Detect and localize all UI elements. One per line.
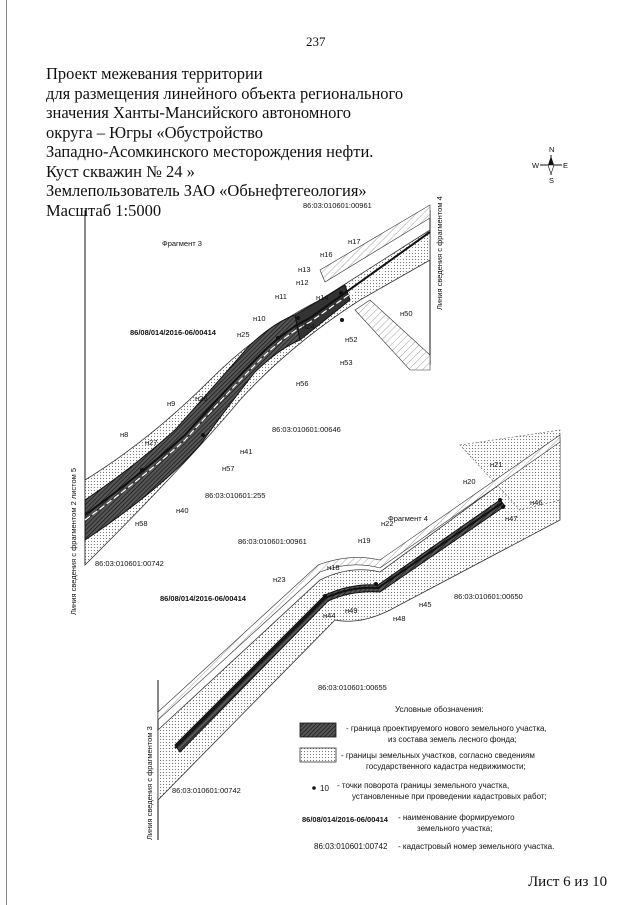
point-label: н48 <box>393 614 406 623</box>
title-line: значения Ханты-Мансийского автономного <box>46 103 352 122</box>
parcel-label: 86:03:010601:00655 <box>318 683 387 692</box>
point-label: н19 <box>358 536 371 545</box>
legend-marker: 10 <box>320 784 329 793</box>
point-label: н58 <box>135 519 148 528</box>
legend-text: земельного участка; <box>417 824 493 833</box>
point-label: н41 <box>240 447 253 456</box>
point-label: н56 <box>296 379 309 388</box>
compass-n: N <box>549 145 555 154</box>
parcel-label: 86:03:010601:00742 <box>172 786 241 795</box>
legend-title: Условные обозначения: <box>395 705 484 714</box>
point-label: н12 <box>296 278 309 287</box>
point-label: н44 <box>323 611 336 620</box>
parcel-label: 86:03:010601:00961 <box>238 537 307 546</box>
point-label: н27 <box>145 438 158 447</box>
legend-marker: 86/08/014/2016-06/00414 <box>302 815 388 824</box>
point-label: н24 <box>302 322 315 331</box>
new-parcel-label: 86/08/014/2016-06/00414 <box>160 594 246 603</box>
existing-parcel-corridor <box>85 230 430 565</box>
parcel-label: 86:03:010601:00646 <box>272 425 341 434</box>
point-label: н52 <box>345 335 358 344</box>
sheet-label: Лист 6 из 10 <box>528 874 608 890</box>
point-label: н49 <box>345 606 358 615</box>
point-label: н17 <box>348 237 361 246</box>
point-label: н14 <box>316 293 329 302</box>
parcel-label: 86:03:010601:255 <box>205 491 266 500</box>
parcel-label: 86:03:010601:00650 <box>454 592 523 601</box>
parcel-label: 86:03:010601:00961 <box>303 201 372 210</box>
legend-marker: 86:03:010601:00742 <box>314 842 388 851</box>
point-label: н50 <box>400 309 413 318</box>
compass-rose-icon <box>532 145 568 185</box>
point-label: н57 <box>222 464 235 473</box>
title-line: Западно-Асомкинского месторождения нефти. <box>46 142 374 161</box>
point-label: н13 <box>298 265 311 274</box>
fragment3-right-edge-label: Линия сведения с фрагментом 4 <box>435 196 444 310</box>
point-label: н47 <box>505 514 518 523</box>
point-label: н25 <box>237 330 250 339</box>
page-number: 237 <box>306 34 326 49</box>
point-label: н40 <box>176 506 189 515</box>
title-line: Масштаб 1:5000 <box>46 200 162 220</box>
point-label: н21 <box>490 460 503 469</box>
point-label: н53 <box>340 358 353 367</box>
point-label: н11 <box>275 292 287 301</box>
title-line: округа – Югры «Обустройство <box>46 122 264 142</box>
point-label: н26 <box>195 394 208 403</box>
legend-text: из состава земель лесного фонда; <box>388 735 517 744</box>
fragment4-left-edge-label: Линия сведения с фрагментом 3 <box>145 726 154 840</box>
point-label: н23 <box>273 575 286 584</box>
point-label: н16 <box>320 250 333 259</box>
legend-point-marker-icon <box>312 786 316 790</box>
legend-text: - границы земельных участков, согласно сведениям <box>341 751 535 760</box>
point-label: н10 <box>253 314 266 323</box>
legend-text: - точки поворота границы земельного участка, <box>337 781 510 790</box>
parcel-branch <box>355 300 430 370</box>
legend-text: - граница проектируемого нового земельного участка, <box>346 724 547 733</box>
title-line: Куст скважин № 24 » <box>46 161 195 181</box>
compass-s: S <box>549 176 555 185</box>
compass-w: W <box>532 161 540 170</box>
legend-text: - кадастровый номер земельного участка. <box>398 842 555 851</box>
point-label: н46 <box>530 498 543 507</box>
legend-text: установленные при проведении кадастровых работ; <box>352 792 547 801</box>
title-line: для размещения линейного объекта регионального <box>46 83 404 103</box>
point-label: н8 <box>120 430 129 439</box>
compass-e: E <box>563 161 569 170</box>
new-parcel-label: 86/08/014/2016-06/00414 <box>130 328 216 337</box>
title-line: Землепользователь ЗАО «Обьнефтегеология» <box>46 181 367 200</box>
fragment3-left-edge-label: Линия сведения с фрагментом 2 листом 5 <box>69 467 78 615</box>
title-line: Проект межевания территории <box>46 64 263 83</box>
legend-swatch-existing-parcels <box>300 748 336 762</box>
fragment4-title: Фрагмент 4 <box>388 514 428 523</box>
legend-text: государственного кадастра недвижимости; <box>366 762 526 771</box>
fragment3-title: Фрагмент 3 <box>162 239 202 248</box>
legend <box>300 705 554 851</box>
fragment-3 <box>69 196 444 615</box>
point-label: н18 <box>327 563 340 572</box>
legend-text: - наименование формируемого <box>398 813 515 822</box>
legend-swatch-new-parcel <box>300 723 336 737</box>
point-label: н9 <box>167 399 176 408</box>
parcel-label: 86:03:010601:00742 <box>95 559 164 568</box>
point-label: н20 <box>463 477 476 486</box>
point-label: н22 <box>381 519 394 528</box>
point-label: н45 <box>419 600 432 609</box>
